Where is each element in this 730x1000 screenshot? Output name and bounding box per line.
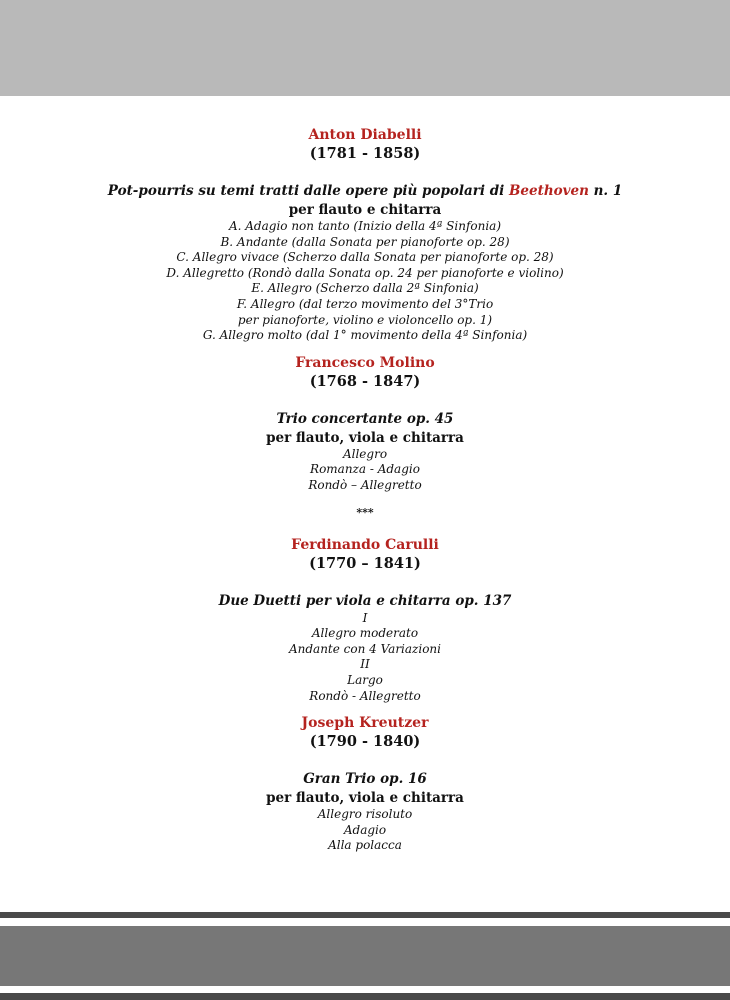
highlighted-composer-beethoven: Beethoven xyxy=(509,183,589,199)
movement: Allegro moderato xyxy=(311,626,419,641)
footer-band xyxy=(0,926,730,986)
movement: Allegro risoluto xyxy=(317,807,413,822)
movement: Adagio xyxy=(343,822,387,837)
work-title-diabelli xyxy=(0,182,730,201)
movement: Rondò – Allegretto xyxy=(308,477,422,492)
movement: Allegro xyxy=(342,446,388,461)
concert-program xyxy=(0,126,730,854)
movement: G. Allegro molto (dal 1° movimento della 4ª Sinfonia) xyxy=(202,328,528,343)
movement: Romanza - Adagio xyxy=(310,462,420,477)
work-title-carulli: Due Duetti per viola e chitarra op. 137 xyxy=(218,592,512,609)
movement: A. Adagio non tanto (Inizio della 4ª Sinfonia) xyxy=(228,219,502,233)
composer-name-diabelli: Anton Diabelli xyxy=(308,127,422,143)
work-title-part: n. 1 xyxy=(588,183,623,199)
movement: D. Allegretto (Rondò dalla Sonata op. 24 per pianoforte e violino) xyxy=(166,265,564,280)
movement: II xyxy=(360,657,370,672)
work-title-molino: Trio concertante op. 45 xyxy=(276,410,454,427)
composer-dates-diabelli: (1781 - 1858) xyxy=(309,145,421,162)
movement: C. Allegro vivace (Scherzo dalla Sonata per pianoforte op. 28) xyxy=(176,250,554,265)
movement: E. Allegro (Scherzo dalla 2ª Sinfonia) xyxy=(251,281,479,296)
header-band xyxy=(0,0,730,96)
movement: Alla polacca xyxy=(328,838,402,853)
composer-dates-carulli: (1770 – 1841) xyxy=(309,554,421,572)
work-instrumentation-kreutzer: per flauto, viola e chitarra xyxy=(266,790,464,807)
composer-name-kreutzer: Joseph Kreutzer xyxy=(301,715,429,732)
movement: Largo xyxy=(347,672,383,687)
composer-dates-kreutzer: (1790 - 1840) xyxy=(309,733,421,751)
movement: per pianoforte, violino e violoncello op. 1) xyxy=(237,312,493,327)
movement: F. Allegro (dal terzo movimento del 3°Trio xyxy=(236,296,494,311)
movement: Andante con 4 Variazioni xyxy=(288,641,442,656)
work-title-kreutzer: Gran Trio op. 16 xyxy=(303,771,427,788)
movement: B. Andante (dalla Sonata per pianoforte op. 28) xyxy=(220,234,510,249)
work-instrumentation-molino: per flauto, viola e chitarra xyxy=(266,429,464,446)
movement: I xyxy=(362,610,368,625)
footer-rule-top xyxy=(0,912,730,918)
work-instrumentation-diabelli: per flauto e chitarra xyxy=(288,202,442,218)
composer-name-carulli: Ferdinando Carulli xyxy=(291,536,439,553)
intermission-separator: *** xyxy=(356,505,374,519)
footer-rule-bottom xyxy=(0,993,730,1000)
composer-name-molino: Francesco Molino xyxy=(295,354,435,371)
movement: Rondò - Allegretto xyxy=(309,688,421,703)
composer-dates-molino: (1768 - 1847) xyxy=(309,372,421,390)
work-title-part: Pot-pourris su temi tratti dalle opere più popolari di xyxy=(107,183,509,199)
